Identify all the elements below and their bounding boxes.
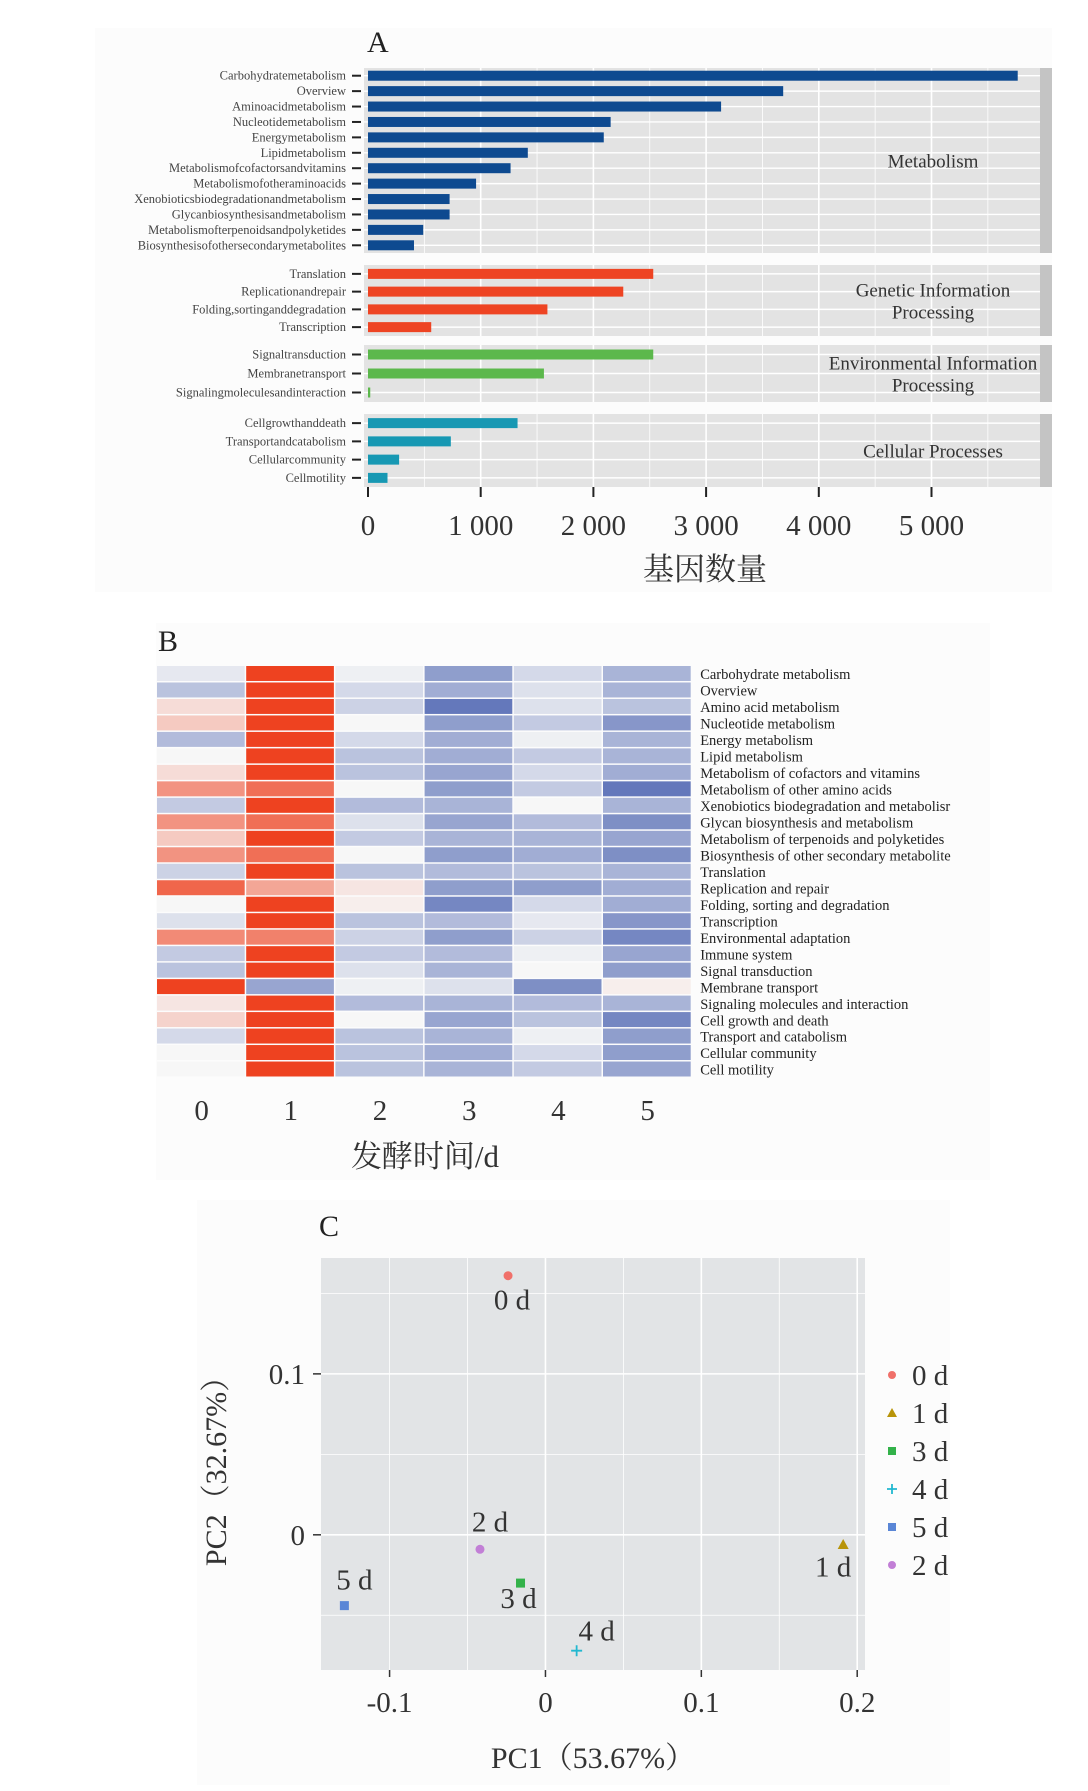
bar bbox=[368, 71, 1018, 81]
bar bbox=[368, 388, 370, 398]
heatmap-cell bbox=[425, 963, 513, 978]
heatmap-cell bbox=[335, 963, 423, 978]
row-label: Carbohydrate metabolism bbox=[700, 667, 851, 684]
heatmap-cell bbox=[157, 715, 245, 730]
heatmap-cell bbox=[335, 913, 423, 928]
heatmap-cell bbox=[425, 979, 513, 994]
row-label: Metabolism of other amino acids bbox=[700, 782, 892, 799]
x-tick-label: -0.1 bbox=[366, 1687, 413, 1719]
heatmap-cell bbox=[425, 666, 513, 681]
heatmap-cell bbox=[246, 798, 334, 813]
heatmap-cell bbox=[425, 1045, 513, 1060]
heatmap-cell bbox=[335, 781, 423, 796]
heatmap-cell bbox=[425, 781, 513, 796]
heatmap-cell bbox=[335, 1029, 423, 1044]
heatmap-cell bbox=[246, 1045, 334, 1060]
x-axis-title: 发酵时间/d bbox=[350, 1139, 500, 1174]
facet-label: Metabolism bbox=[887, 151, 979, 173]
heatmap-cell bbox=[157, 880, 245, 895]
heatmap-cell bbox=[335, 864, 423, 879]
heatmap-cell bbox=[603, 864, 691, 879]
category-label: Transportandcatabolism bbox=[225, 434, 346, 449]
panel-a-label: A bbox=[367, 26, 389, 59]
bar bbox=[368, 86, 783, 96]
category-label: Cellgrowthanddeath bbox=[244, 416, 346, 431]
row-label: Folding, sorting and degradation bbox=[700, 897, 890, 914]
heatmap-cell bbox=[603, 946, 691, 961]
heatmap-cell bbox=[335, 748, 423, 763]
bar bbox=[368, 209, 450, 219]
point-label: 1 d bbox=[815, 1551, 852, 1584]
heatmap-cell bbox=[603, 913, 691, 928]
heatmap-cell bbox=[603, 765, 691, 780]
heatmap-cell bbox=[603, 1012, 691, 1027]
heatmap-cell bbox=[603, 781, 691, 796]
heatmap-cell bbox=[603, 979, 691, 994]
heatmap-cell bbox=[246, 930, 334, 945]
x-tick-label: 5 000 bbox=[898, 510, 965, 542]
row-label: Transport and catabolism bbox=[700, 1029, 848, 1046]
heatmap bbox=[0, 600, 1088, 1200]
heatmap-cell bbox=[425, 913, 513, 928]
heatmap-cell bbox=[335, 682, 423, 697]
point-label: 3 d bbox=[500, 1583, 537, 1616]
category-label: Cellularcommunity bbox=[248, 452, 346, 467]
bar bbox=[368, 225, 423, 235]
heatmap-cell bbox=[425, 1012, 513, 1027]
heatmap-cell bbox=[425, 715, 513, 730]
column-label: 2 bbox=[372, 1095, 388, 1127]
x-tick-label: 0 bbox=[538, 1687, 553, 1719]
heatmap-cell bbox=[157, 963, 245, 978]
category-label: Cellmotility bbox=[285, 470, 346, 485]
heatmap-cell bbox=[157, 1029, 245, 1044]
heatmap-cell bbox=[157, 1012, 245, 1027]
heatmap-cell bbox=[246, 781, 334, 796]
category-label: Membranetransport bbox=[247, 366, 346, 381]
heatmap-cell bbox=[514, 814, 602, 829]
heatmap-cell bbox=[157, 897, 245, 912]
heatmap-cell bbox=[335, 946, 423, 961]
row-label: Cellular community bbox=[700, 1046, 817, 1063]
heatmap-cell bbox=[246, 831, 334, 846]
row-label: Transcription bbox=[700, 914, 778, 931]
heatmap-cell bbox=[246, 996, 334, 1011]
heatmap-cell bbox=[425, 798, 513, 813]
legend-label: 0 d bbox=[912, 1360, 949, 1392]
pca-scatter bbox=[0, 1200, 1088, 1791]
heatmap-cell bbox=[157, 699, 245, 714]
data-point bbox=[504, 1271, 513, 1280]
heatmap-cell bbox=[335, 1012, 423, 1027]
heatmap-cell bbox=[335, 831, 423, 846]
heatmap-cell bbox=[246, 880, 334, 895]
legend-key bbox=[888, 1561, 896, 1569]
heatmap-cell bbox=[157, 732, 245, 747]
x-axis-title: 基因数量 bbox=[643, 552, 767, 587]
heatmap-cell bbox=[603, 1045, 691, 1060]
x-axis-title: PC1（53.67%） bbox=[490, 1742, 696, 1775]
heatmap-cell bbox=[514, 996, 602, 1011]
heatmap-cell bbox=[603, 1062, 691, 1077]
heatmap-cell bbox=[157, 748, 245, 763]
bar bbox=[368, 473, 387, 483]
heatmap-cell bbox=[246, 666, 334, 681]
legend-label: 1 d bbox=[912, 1398, 949, 1430]
heatmap-cell bbox=[246, 946, 334, 961]
heatmap-cell bbox=[157, 765, 245, 780]
heatmap-cell bbox=[246, 1012, 334, 1027]
heatmap-cell bbox=[246, 748, 334, 763]
point-label: 4 d bbox=[578, 1615, 615, 1648]
heatmap-cell bbox=[425, 930, 513, 945]
heatmap-cell bbox=[425, 699, 513, 714]
row-label: Translation bbox=[700, 864, 766, 881]
heatmap-cell bbox=[514, 1045, 602, 1060]
heatmap-cell bbox=[603, 682, 691, 697]
heatmap-cell bbox=[514, 798, 602, 813]
row-label: Metabolism of cofactors and vitamins bbox=[700, 766, 921, 783]
category-label: Signaltransduction bbox=[252, 347, 346, 362]
x-tick-label: 1 000 bbox=[448, 510, 514, 542]
heatmap-cell bbox=[425, 682, 513, 697]
heatmap-cell bbox=[157, 798, 245, 813]
heatmap-cell bbox=[514, 963, 602, 978]
data-point bbox=[475, 1545, 484, 1554]
heatmap-cell bbox=[603, 715, 691, 730]
row-label: Cell motility bbox=[700, 1062, 774, 1079]
category-label: Metabolismofcofactorsandvitamins bbox=[168, 161, 346, 176]
bar bbox=[368, 102, 721, 112]
heatmap-cell bbox=[157, 1062, 245, 1077]
heatmap-cell bbox=[425, 1029, 513, 1044]
heatmap-cell bbox=[246, 963, 334, 978]
bar bbox=[368, 240, 414, 250]
heatmap-cell bbox=[157, 913, 245, 928]
heatmap-cell bbox=[246, 765, 334, 780]
category-label: Carbohydratemetabolism bbox=[219, 68, 346, 83]
heatmap-cell bbox=[603, 996, 691, 1011]
category-label: Aminoacidmetabolism bbox=[232, 99, 346, 114]
legend-label: 2 d bbox=[912, 1550, 949, 1582]
heatmap-cell bbox=[335, 897, 423, 912]
y-tick-label: 0 bbox=[290, 1519, 305, 1552]
category-label: Replicationandrepair bbox=[241, 284, 346, 299]
bar bbox=[368, 269, 653, 279]
heatmap-cell bbox=[514, 781, 602, 796]
row-label: Glycan biosynthesis and metabolism bbox=[700, 815, 914, 832]
heatmap-cell bbox=[514, 748, 602, 763]
heatmap-cell bbox=[603, 897, 691, 912]
heatmap-cell bbox=[603, 847, 691, 862]
heatmap-cell bbox=[335, 1062, 423, 1077]
y-axis-title: PC2（32.67%） bbox=[200, 1361, 233, 1567]
heatmap-cell bbox=[514, 930, 602, 945]
heatmap-cell bbox=[425, 847, 513, 862]
column-label: 5 bbox=[640, 1095, 655, 1127]
heatmap-cell bbox=[335, 814, 423, 829]
heatmap-cell bbox=[425, 946, 513, 961]
heatmap-cell bbox=[514, 946, 602, 961]
heatmap-cell bbox=[335, 930, 423, 945]
bar bbox=[368, 369, 544, 379]
heatmap-cell bbox=[514, 666, 602, 681]
facet-label: Processing bbox=[891, 375, 975, 397]
category-label: Nucleotidemetabolism bbox=[232, 114, 346, 129]
heatmap-cell bbox=[246, 732, 334, 747]
column-label: 1 bbox=[283, 1095, 299, 1127]
heatmap-cell bbox=[425, 880, 513, 895]
row-label: Amino acid metabolism bbox=[700, 700, 840, 717]
row-label: Metabolism of terpenoids and polyketides bbox=[700, 831, 945, 848]
bar bbox=[368, 117, 611, 127]
facet-label: Processing bbox=[891, 302, 975, 324]
panel-c-label: C bbox=[319, 1210, 340, 1243]
x-tick-label: 0.2 bbox=[839, 1687, 876, 1719]
heatmap-cell bbox=[335, 847, 423, 862]
heatmap-cell bbox=[335, 715, 423, 730]
heatmap-cell bbox=[425, 831, 513, 846]
heatmap-cell bbox=[246, 897, 334, 912]
facet-label: Genetic Information bbox=[855, 280, 1011, 302]
heatmap-cell bbox=[246, 979, 334, 994]
facet-strip bbox=[1040, 265, 1052, 336]
y-tick-label: 0.1 bbox=[268, 1358, 305, 1391]
bar bbox=[368, 350, 653, 360]
heatmap-cell bbox=[425, 814, 513, 829]
row-label: Biosynthesis of other secondary metabolite bbox=[700, 848, 951, 865]
heatmap-cell bbox=[514, 715, 602, 730]
heatmap-cell bbox=[157, 682, 245, 697]
heatmap-cell bbox=[514, 1012, 602, 1027]
heatmap-cell bbox=[603, 798, 691, 813]
category-label: Metabolismofotheraminoacids bbox=[193, 176, 346, 191]
heatmap-cell bbox=[335, 666, 423, 681]
category-label: Biosynthesisofothersecondarymetabolites bbox=[137, 238, 346, 253]
heatmap-cell bbox=[603, 831, 691, 846]
heatmap-cell bbox=[514, 979, 602, 994]
row-label: Signal transduction bbox=[700, 963, 813, 980]
heatmap-cell bbox=[603, 748, 691, 763]
facet-label: Cellular Processes bbox=[863, 441, 1003, 463]
row-label: Lipid metabolism bbox=[700, 749, 803, 766]
row-label: Cell growth and death bbox=[700, 1013, 829, 1030]
legend-key bbox=[888, 1371, 896, 1379]
category-label: Translation bbox=[289, 266, 346, 281]
heatmap-cell bbox=[514, 682, 602, 697]
heatmap-cell bbox=[157, 831, 245, 846]
heatmap-cell bbox=[157, 946, 245, 961]
facet-strip bbox=[1040, 414, 1052, 487]
heatmap-cell bbox=[246, 682, 334, 697]
category-label: Folding,sortinganddegradation bbox=[192, 302, 346, 317]
heatmap-cell bbox=[514, 897, 602, 912]
heatmap-cell bbox=[514, 699, 602, 714]
heatmap-cell bbox=[603, 666, 691, 681]
heatmap-cell bbox=[425, 748, 513, 763]
heatmap-cell bbox=[335, 1045, 423, 1060]
legend-key bbox=[888, 1523, 896, 1531]
row-label: Signaling molecules and interaction bbox=[700, 996, 909, 1013]
category-label: Lipidmetabolism bbox=[260, 145, 346, 160]
plot-background bbox=[321, 1258, 865, 1670]
bar bbox=[368, 194, 450, 204]
heatmap-cell bbox=[514, 1062, 602, 1077]
x-tick-label: 3 000 bbox=[673, 510, 739, 542]
column-label: 4 bbox=[551, 1095, 566, 1127]
heatmap-cell bbox=[335, 798, 423, 813]
bar-chart bbox=[0, 0, 1088, 600]
bar bbox=[368, 148, 528, 158]
heatmap-cell bbox=[425, 1062, 513, 1077]
row-label: Environmental adaptation bbox=[700, 930, 851, 947]
legend-label: 3 d bbox=[912, 1436, 949, 1468]
category-label: Glycanbiosynthesisandmetabolism bbox=[171, 207, 346, 222]
heatmap-cell bbox=[157, 814, 245, 829]
heatmap-cell bbox=[335, 979, 423, 994]
heatmap-cell bbox=[157, 864, 245, 879]
x-tick-label: 2 000 bbox=[560, 510, 627, 542]
panel-b-label: B bbox=[158, 625, 179, 658]
heatmap-cell bbox=[335, 880, 423, 895]
row-label: Nucleotide metabolism bbox=[700, 716, 836, 733]
heatmap-cell bbox=[603, 814, 691, 829]
category-label: Signalingmoleculesandinteraction bbox=[175, 385, 346, 400]
category-label: Overview bbox=[296, 84, 346, 99]
column-label: 0 bbox=[194, 1095, 209, 1127]
row-label: Overview bbox=[700, 683, 758, 700]
heatmap-cell bbox=[603, 963, 691, 978]
heatmap-cell bbox=[514, 913, 602, 928]
bar bbox=[368, 418, 518, 428]
heatmap-cell bbox=[246, 814, 334, 829]
row-label: Replication and repair bbox=[700, 881, 830, 898]
heatmap-cell bbox=[603, 930, 691, 945]
category-label: Metabolismofterpenoidsandpolyketides bbox=[148, 222, 346, 237]
heatmap-cell bbox=[603, 1029, 691, 1044]
heatmap-cell bbox=[246, 847, 334, 862]
heatmap-cell bbox=[514, 864, 602, 879]
heatmap-cell bbox=[514, 765, 602, 780]
bar bbox=[368, 179, 476, 189]
x-tick-label: 0.1 bbox=[683, 1687, 720, 1719]
heatmap-cell bbox=[425, 996, 513, 1011]
bar bbox=[368, 455, 399, 465]
heatmap-cell bbox=[425, 732, 513, 747]
point-label: 0 d bbox=[493, 1284, 531, 1317]
point-label: 2 d bbox=[471, 1506, 509, 1539]
heatmap-cell bbox=[157, 847, 245, 862]
heatmap-cell bbox=[335, 699, 423, 714]
heatmap-cell bbox=[514, 732, 602, 747]
heatmap-cell bbox=[603, 880, 691, 895]
heatmap-cell bbox=[157, 996, 245, 1011]
facet-strip bbox=[1040, 68, 1052, 253]
legend-label: 5 d bbox=[912, 1512, 949, 1544]
heatmap-cell bbox=[514, 1029, 602, 1044]
heatmap-cell bbox=[157, 930, 245, 945]
legend-key bbox=[887, 1408, 897, 1417]
category-label: Xenobioticsbiodegradationandmetabolism bbox=[134, 192, 346, 207]
legend-key bbox=[887, 1484, 897, 1494]
data-point bbox=[340, 1601, 349, 1610]
bar bbox=[368, 287, 623, 297]
heatmap-cell bbox=[425, 897, 513, 912]
heatmap-cell bbox=[246, 1029, 334, 1044]
bar bbox=[368, 163, 511, 173]
bar bbox=[368, 132, 604, 142]
heatmap-cell bbox=[335, 996, 423, 1011]
bar bbox=[368, 322, 431, 332]
heatmap-cell bbox=[246, 1062, 334, 1077]
column-label: 3 bbox=[461, 1095, 477, 1127]
heatmap-cell bbox=[514, 880, 602, 895]
heatmap-cell bbox=[425, 765, 513, 780]
bar bbox=[368, 436, 451, 446]
legend-label: 4 d bbox=[912, 1474, 949, 1506]
x-tick-label: 4 000 bbox=[786, 510, 852, 542]
category-label: Energymetabolism bbox=[251, 130, 346, 145]
category-label: Transcription bbox=[279, 320, 346, 335]
heatmap-cell bbox=[157, 979, 245, 994]
facet-label: Environmental Information bbox=[828, 353, 1038, 375]
heatmap-cell bbox=[246, 864, 334, 879]
heatmap-cell bbox=[157, 781, 245, 796]
heatmap-cell bbox=[514, 831, 602, 846]
row-label: Xenobiotics biodegradation and metabolisr bbox=[700, 799, 951, 816]
heatmap-cell bbox=[603, 699, 691, 714]
row-label: Immune system bbox=[700, 947, 793, 964]
heatmap-cell bbox=[157, 1045, 245, 1060]
heatmap-cell bbox=[603, 732, 691, 747]
facet-strip bbox=[1040, 345, 1052, 402]
heatmap-cell bbox=[335, 732, 423, 747]
heatmap-cell bbox=[157, 666, 245, 681]
heatmap-cell bbox=[246, 913, 334, 928]
heatmap-cell bbox=[246, 699, 334, 714]
bar bbox=[368, 304, 547, 314]
heatmap-cell bbox=[335, 765, 423, 780]
row-label: Membrane transport bbox=[700, 980, 819, 997]
point-label: 5 d bbox=[336, 1564, 373, 1597]
legend-key bbox=[888, 1447, 896, 1455]
heatmap-cell bbox=[514, 847, 602, 862]
heatmap-cell bbox=[246, 715, 334, 730]
x-tick-label: 0 bbox=[360, 510, 376, 542]
row-label: Energy metabolism bbox=[700, 733, 814, 750]
heatmap-cell bbox=[425, 864, 513, 879]
